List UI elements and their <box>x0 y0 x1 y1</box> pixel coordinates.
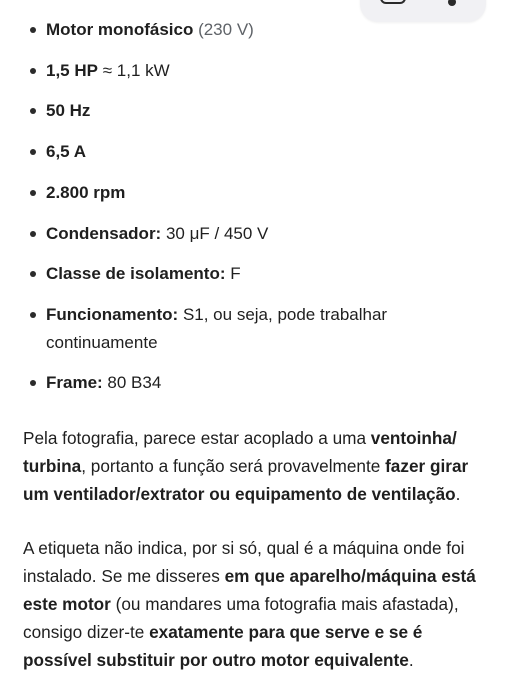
spec-note: (230 V) <box>193 20 254 39</box>
text-run: , portanto a função será provavelmente <box>81 456 386 476</box>
bullet-icon <box>30 312 36 318</box>
spec-label: 50 Hz <box>46 101 91 120</box>
spec-value: 30 μF / 450 V <box>161 224 269 243</box>
spec-label: Frame: <box>46 373 103 392</box>
spec-label: Condensador: <box>46 224 162 243</box>
bold-run: exatamente para que serve e se é possível substituir por outro motor equivalente <box>23 622 423 670</box>
bullet-icon <box>30 27 36 33</box>
spec-label: Motor monofásico <box>46 20 194 39</box>
bold-run: fazer girar um ventilador/extrator ou equipamento de ventilação <box>23 456 469 504</box>
text-run: A etiqueta não indica, por si só, qual é a máquina onde foi instalado. Se me disseres <box>23 538 465 586</box>
spec-label: Classe de isolamento: <box>46 264 226 283</box>
list-item <box>46 57 486 85</box>
bullet-icon <box>30 190 36 196</box>
paragraph-followup <box>23 534 483 674</box>
list-item <box>46 16 486 44</box>
bullet-icon <box>30 108 36 114</box>
paragraph-usage <box>23 424 483 508</box>
bullet-icon <box>30 231 36 237</box>
bold-run: ventoinha/ turbina <box>23 428 457 476</box>
list-item <box>46 369 486 397</box>
list-item <box>46 179 486 207</box>
list-item <box>46 260 486 288</box>
spec-value: 80 B34 <box>102 373 162 392</box>
bullet-icon <box>30 149 36 155</box>
spec-value: F <box>225 264 241 283</box>
list-item <box>46 301 446 357</box>
spec-value: S1, ou seja, pode trabalhar continuamente <box>46 305 388 352</box>
spec-value: ≈ 1,1 kW <box>97 61 170 80</box>
list-item <box>46 97 486 125</box>
copy-icon[interactable] <box>380 0 406 4</box>
text-run: . <box>455 484 461 504</box>
more-options-icon[interactable] <box>448 0 456 6</box>
spec-label: Funcionamento: <box>46 305 179 324</box>
text-run: Pela fotografia, parece estar acoplado a uma <box>23 428 371 448</box>
list-item <box>46 138 486 166</box>
bullet-icon <box>30 380 36 386</box>
spec-label: 6,5 A <box>46 142 87 161</box>
bold-run: em que aparelho/máquina está este motor <box>23 566 476 614</box>
spec-label: 2.800 rpm <box>46 183 126 202</box>
text-run: (ou mandares uma fotografia mais afastada), consigo dizer-te <box>23 594 459 642</box>
bullet-icon <box>30 68 36 74</box>
text-run: . <box>408 650 414 670</box>
list-item <box>46 220 486 248</box>
spec-label: 1,5 HP <box>46 61 98 80</box>
bullet-icon <box>30 271 36 277</box>
